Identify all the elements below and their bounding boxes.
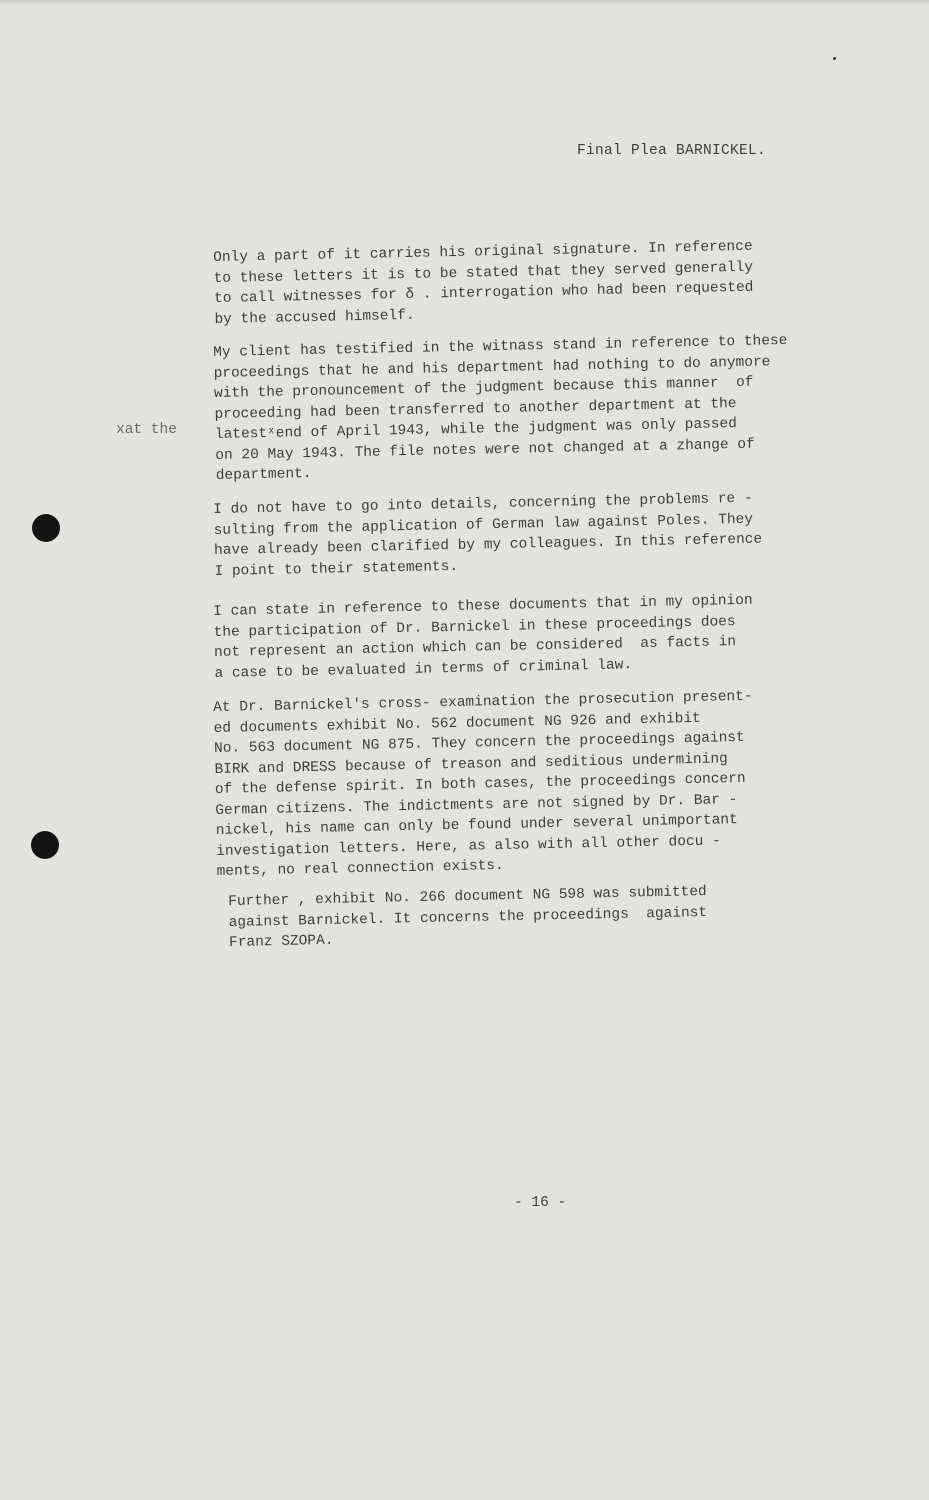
ink-speck [833, 57, 836, 60]
paragraph-line: Further , exhibit No. 266 document NG 598 was submitted [228, 883, 707, 910]
page-header: Final Plea BARNICKEL. [577, 143, 767, 159]
paragraph-line: the participation of Dr. Barnickel in these proceedings does [213, 613, 736, 641]
paragraph-line: I can state in reference to these documents that in my opinion [213, 592, 753, 620]
paragraph-line: At Dr. Barnickel's cross- examination the prosecution present- [213, 688, 753, 716]
paragraph-line: against Barnickel. It concerns the proceedings against [228, 904, 708, 931]
page-number: - 16 - [514, 1195, 567, 1211]
paragraph-line: latestˣend of April 1943, while the judgment was only passed [214, 416, 738, 443]
paragraph-line: ments, no real connection exists. [216, 857, 504, 880]
paragraph-line: Franz SZOPA. [228, 932, 334, 951]
paragraph-2 [213, 331, 790, 486]
punch-hole-bottom [31, 831, 59, 859]
paragraph-line: nickel, his name can only be found under several unimportant [215, 812, 738, 839]
paragraph-line: BIRK and DRESS because of treason and seditious undermining [214, 750, 728, 778]
page-top-edge [0, 0, 929, 6]
paragraph-1 [213, 237, 754, 330]
paragraph-line: on 20 May 1943. The file notes were not changed at a zhange of [215, 436, 755, 464]
paragraph-5 [213, 687, 756, 883]
paragraph-line: proceeding had been transferred to another department at the [214, 395, 737, 423]
paragraph-line: Only a part of it carries his original signature. In reference [213, 238, 753, 266]
punch-hole-top [32, 514, 60, 542]
paragraph-line: German citizens. The indictments are not signed by Dr. Bar - [215, 791, 738, 819]
paragraph-line: with the pronouncement of the judgment because this manner of [213, 374, 754, 402]
margin-note: xat the [116, 422, 177, 438]
paragraph-line: by the accused himself. [214, 307, 415, 328]
paragraph-line: not represent an action which can be considered as facts in [213, 634, 737, 661]
paragraph-line: proceedings that he and his department had nothing to do anymore [213, 353, 771, 382]
paragraph-line: sulting from the application of German law against Poles. They [213, 511, 754, 539]
paragraph-6 [228, 882, 708, 954]
paragraph-line: of the defense spirit. In both cases, the proceedings concern [214, 770, 746, 798]
paragraph-line: department. [215, 465, 312, 484]
paragraph-line: My client has testified in the witnass stand in reference to these [213, 332, 788, 361]
paragraph-line: have already been clarified by my colleagues. In this reference [213, 531, 763, 559]
paragraph-line: investigation letters. Here, as also with all other docu - [216, 832, 721, 860]
paragraph-line: a case to be evaluated in terms of criminal law. [214, 656, 633, 682]
paragraph-line: ed documents exhibit No. 562 document NG 926 and exhibit [213, 710, 701, 737]
paragraph-3 [213, 489, 763, 582]
paragraph-line: No. 563 document NG 875. They concern the proceedings against [213, 729, 745, 757]
paragraph-4 [213, 591, 754, 684]
paragraph-line: to call witnesses for δ . interrogation who had been requested [213, 279, 754, 307]
paragraph-line: I point to their statements. [214, 558, 459, 580]
paragraph-line: I do not have to go into details, concerning the problems re - [213, 490, 753, 518]
paragraph-line: to these letters it is to be stated that they served generally [213, 259, 754, 287]
